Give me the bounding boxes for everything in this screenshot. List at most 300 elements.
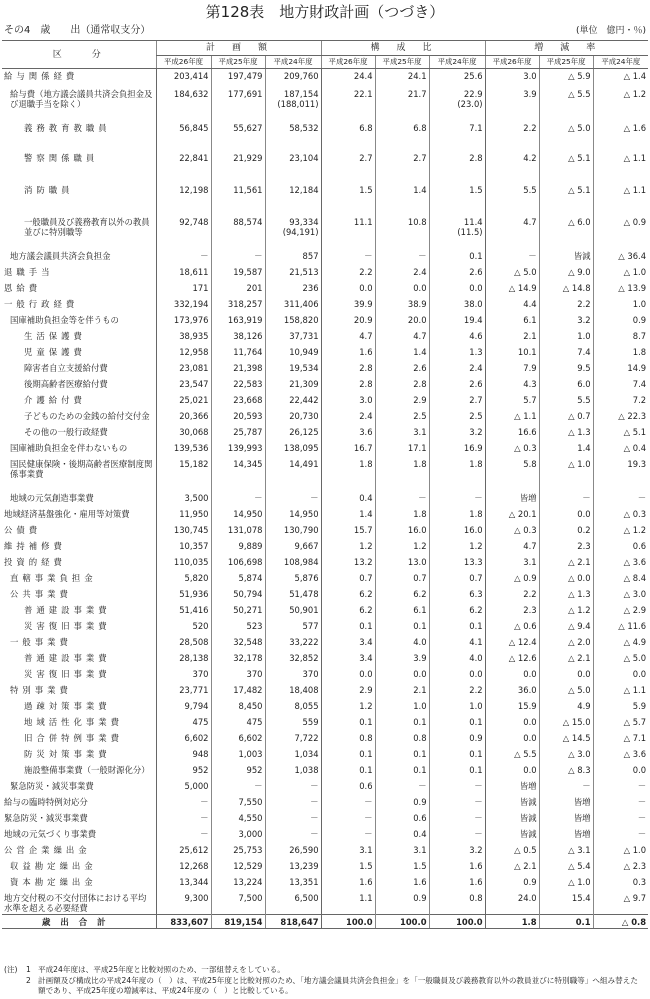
cell-main: △ 12.6 [508, 652, 537, 663]
cell-value [375, 715, 429, 731]
cell-value [375, 215, 429, 249]
cell-value [156, 587, 211, 603]
cell-main: 4.6 [469, 330, 483, 341]
cell-main: 6,500 [294, 892, 319, 903]
cell-value [429, 875, 485, 891]
category-header: 区 分 [2, 41, 156, 69]
cell-value [539, 875, 593, 891]
cell-value [429, 457, 485, 491]
cell-value [485, 619, 539, 635]
cell-value [539, 827, 593, 843]
cell-main: 5,876 [294, 572, 319, 583]
cell-value [593, 747, 648, 763]
cell-value [485, 875, 539, 891]
cell-main: 8,055 [294, 700, 319, 711]
cell-value [375, 297, 429, 313]
cell-value [539, 747, 593, 763]
cell-main: 3.6 [359, 426, 373, 437]
cell-value [375, 393, 429, 409]
cell-value [429, 635, 485, 651]
cell-main: 25.6 [463, 71, 483, 81]
table-row [2, 345, 648, 361]
cell-value [321, 843, 375, 859]
cell-main: 3.4 [359, 636, 373, 647]
cell-main: 15.7 [353, 524, 373, 535]
cell-main: 3.1 [359, 844, 373, 855]
cell-main: △ 5.0 [514, 266, 537, 277]
cell-main: 5.8 [523, 458, 537, 469]
cell-value [156, 441, 211, 457]
cell-main: 0.9 [632, 314, 647, 325]
cell-main: 24.1 [407, 71, 427, 81]
cell-main: 20,593 [233, 410, 263, 421]
cell-value [593, 329, 648, 345]
cell-main: 9,794 [184, 700, 209, 711]
cell-main: 0.0 [469, 282, 483, 293]
cell-main: 158,820 [283, 314, 319, 325]
cell-main: 7.9 [523, 362, 537, 373]
cell-value [539, 523, 593, 539]
cell-main: 3.9 [523, 88, 537, 99]
cell-main: 10,357 [179, 540, 209, 551]
cell-main: 0.1 [413, 716, 427, 727]
cell-main: 4.0 [469, 652, 483, 663]
cell-value [211, 121, 265, 151]
cell-value [211, 377, 265, 393]
cell-value [321, 539, 375, 555]
cell-value [156, 843, 211, 859]
cell-main: 370 [302, 668, 319, 679]
cell-main: 1.6 [413, 876, 427, 887]
cell-main: 197,479 [227, 71, 263, 81]
cell-value [375, 69, 429, 87]
cell-value [265, 69, 321, 87]
cell-value [211, 409, 265, 425]
cell-main: 7,500 [238, 892, 263, 903]
cell-main: 1.3 [469, 346, 483, 357]
cell-value [265, 265, 321, 281]
cell-main: 0.1 [413, 620, 427, 631]
cell-main: 36.0 [517, 684, 537, 695]
cell-value [539, 859, 593, 875]
cell-main: 88,574 [233, 216, 263, 227]
table-row [2, 393, 648, 409]
row-label: 給与の臨時特例対応分 [4, 796, 88, 807]
cell-main: 26,590 [289, 844, 319, 855]
table-row [2, 69, 648, 87]
cell-main: 55,627 [233, 122, 263, 133]
cell-main: 6.2 [359, 588, 373, 599]
year-header: 平成26年度 [485, 56, 539, 69]
cell-value [211, 731, 265, 747]
cell-main: 12,958 [179, 346, 209, 357]
cell-value [265, 249, 321, 265]
cell-value [593, 507, 648, 523]
cell-value [321, 377, 375, 393]
cell-value [321, 731, 375, 747]
cell-value [211, 69, 265, 87]
cell-value [593, 441, 648, 457]
cell-main: 0.1 [469, 250, 483, 261]
cell-main: 0.0 [523, 668, 537, 679]
row-label: 公営企業繰出金 [4, 844, 91, 855]
cell-main: △ 0.4 [623, 442, 647, 453]
cell-main: 9,300 [184, 892, 209, 903]
cell-main: － [474, 812, 483, 823]
cell-value [539, 329, 593, 345]
cell-main: 6.2 [469, 604, 483, 615]
cell-value [539, 313, 593, 329]
cell-main: 1,034 [294, 748, 319, 759]
cell-main: 163,919 [227, 314, 263, 325]
cell-value [375, 249, 429, 265]
cell-value [593, 313, 648, 329]
cell-main: 0.0 [577, 508, 591, 519]
cell-value [265, 377, 321, 393]
cell-value [156, 539, 211, 555]
cell-value [485, 539, 539, 555]
cell-main: 3.1 [523, 556, 537, 567]
cell-main: 6,602 [184, 732, 209, 743]
cell-value [211, 699, 265, 715]
cell-main: 51,478 [289, 588, 319, 599]
cell-main: 1.5 [359, 184, 373, 195]
cell-main: 21,929 [233, 152, 263, 163]
cell-main: － [637, 492, 647, 503]
cell-main: 6.3 [469, 588, 483, 599]
cell-value [321, 345, 375, 361]
cell-value [539, 69, 593, 87]
row-label: 地域の元気創造事業費 [10, 492, 94, 503]
table-row [2, 571, 648, 587]
cell-main: 32,178 [233, 652, 263, 663]
row-label: 公債費 [4, 524, 42, 535]
cell-value [321, 915, 375, 929]
cell-main: － [364, 796, 373, 807]
cell-value [539, 843, 593, 859]
cell-main: 7,550 [238, 796, 263, 807]
cell-main: 50,901 [289, 604, 319, 615]
footnote-1 [4, 965, 644, 976]
cell-value [593, 763, 648, 779]
cell-main: 100.0 [456, 917, 483, 927]
cell-value [539, 811, 593, 827]
cell-main: 5.5 [577, 394, 591, 405]
cell-main: 520 [192, 620, 209, 631]
cell-main: 25,612 [179, 844, 209, 855]
cell-main: 12,184 [289, 184, 319, 195]
cell-main: 475 [192, 716, 209, 727]
row-label: 警察関係職員 [24, 152, 99, 163]
cell-value [265, 603, 321, 619]
cell-value [265, 555, 321, 571]
table-row [2, 683, 648, 699]
cell-main: 16.0 [463, 524, 483, 535]
cell-main: 2.6 [413, 362, 427, 373]
cell-main: △ 2.1 [568, 556, 591, 567]
cell-main: 106,698 [227, 556, 263, 567]
cell-main: 130,745 [173, 524, 209, 535]
cell-value [485, 891, 539, 915]
cell-value [211, 859, 265, 875]
cell-main: 952 [192, 764, 209, 775]
cell-main: 14.9 [627, 362, 647, 373]
cell-value [429, 555, 485, 571]
row-label: 一般職員及び義務教育以外の教員並びに特別職等 [24, 216, 150, 237]
cell-value [321, 121, 375, 151]
cell-value [321, 297, 375, 313]
cell-main: 0.0 [577, 668, 591, 679]
unit-label: (単位 億円・％) [575, 26, 646, 36]
cell-value [265, 651, 321, 667]
cell-value [321, 571, 375, 587]
cell-value [375, 507, 429, 523]
cell-value [539, 281, 593, 297]
table-row [2, 635, 648, 651]
cell-main: △ 3.0 [623, 588, 647, 599]
cell-value [429, 827, 485, 843]
cell-value [375, 587, 429, 603]
cell-main: 20,730 [289, 410, 319, 421]
table-row [2, 779, 648, 795]
cell-value [593, 409, 648, 425]
cell-main: △ 1.0 [623, 266, 647, 277]
cell-value [485, 457, 539, 491]
cell-value [429, 313, 485, 329]
cell-main: － [637, 828, 647, 839]
cell-main: 1.5 [359, 860, 373, 871]
cell-value [485, 183, 539, 215]
cell-main: 171 [192, 282, 209, 293]
cell-main: △ 5.1 [568, 152, 591, 163]
cell-value [429, 603, 485, 619]
cell-value [265, 587, 321, 603]
cell-main: 1.2 [469, 540, 483, 551]
cell-main: 17,482 [233, 684, 263, 695]
cell-main: 0.0 [523, 732, 537, 743]
cell-main: 2.5 [469, 410, 483, 421]
cell-main: △ 2.0 [568, 636, 591, 647]
cell-value [321, 779, 375, 795]
cell-main: 131,078 [227, 524, 263, 535]
cell-value [321, 69, 375, 87]
cell-main: 0.1 [359, 764, 373, 775]
cell-main: △ 12.4 [508, 636, 537, 647]
cell-value [593, 87, 648, 121]
cell-value [265, 731, 321, 747]
cell-value [211, 425, 265, 441]
cell-value [156, 619, 211, 635]
table-row [2, 811, 648, 827]
cell-value [211, 875, 265, 891]
cell-value [321, 795, 375, 811]
cell-main: △ 8.3 [568, 764, 591, 775]
cell-comparison: (11.5) [457, 226, 483, 237]
cell-value [485, 425, 539, 441]
year-header: 平成24年度 [265, 56, 321, 69]
cell-value [485, 811, 539, 827]
cell-main: 1.6 [469, 860, 483, 871]
cell-value [156, 635, 211, 651]
cell-main: 14,345 [233, 458, 263, 469]
cell-main: △ 7.1 [623, 732, 647, 743]
cell-value [429, 87, 485, 121]
cell-main: 13.2 [353, 556, 373, 567]
row-label: 施設整備事業費（一般財源化分） [24, 764, 150, 775]
cell-main: 3.0 [523, 71, 537, 81]
cell-main: － [418, 492, 427, 503]
cell-main: － [582, 492, 591, 503]
cell-main: △ 0.0 [568, 572, 591, 583]
cell-main: 0.4 [413, 828, 427, 839]
cell-main: 15.9 [517, 700, 537, 711]
cell-main: 1.2 [413, 540, 427, 551]
cell-value [211, 87, 265, 121]
cell-main: △ 15.0 [562, 716, 591, 727]
table-row [2, 539, 648, 555]
cell-value [265, 683, 321, 699]
cell-main: 1,038 [294, 764, 319, 775]
cell-value [539, 425, 593, 441]
cell-value [265, 779, 321, 795]
cell-main: △ 2.3 [623, 860, 647, 871]
cell-main: △ 2.1 [568, 652, 591, 663]
cell-main: 4.7 [523, 540, 537, 551]
cell-value [593, 811, 648, 827]
cell-value [211, 183, 265, 215]
cell-main: 0.1 [469, 620, 483, 631]
cell-main: △ 1.3 [568, 426, 591, 437]
cell-main: － [310, 780, 319, 791]
cell-value [539, 507, 593, 523]
cell-main: － [637, 812, 647, 823]
cell-main: 14,950 [289, 508, 319, 519]
cell-value [485, 377, 539, 393]
cell-value [321, 523, 375, 539]
cell-main: 19,534 [289, 362, 319, 373]
cell-main: 177,691 [227, 88, 263, 99]
cell-main: △ 5.1 [568, 184, 591, 195]
footnotes [4, 965, 644, 997]
cell-value [211, 651, 265, 667]
cell-value [375, 183, 429, 215]
cell-value [593, 891, 648, 915]
cell-main: 0.0 [469, 668, 483, 679]
cell-value [265, 183, 321, 215]
cell-value [211, 457, 265, 491]
cell-main: 50,271 [233, 604, 263, 615]
cell-main: △ 1.4 [623, 71, 647, 81]
cell-value [265, 763, 321, 779]
cell-value [593, 457, 648, 491]
cell-main: 4.4 [523, 298, 537, 309]
cell-value [593, 183, 648, 215]
table-row [2, 699, 648, 715]
cell-main: △ 1.2 [568, 604, 591, 615]
cell-main: 1.4 [577, 442, 591, 453]
cell-main: △ 1.1 [623, 184, 647, 195]
cell-main: － [254, 780, 263, 791]
cell-value [265, 121, 321, 151]
cell-value [429, 763, 485, 779]
cell-main: △ 1.0 [623, 844, 647, 855]
cell-main: 203,414 [173, 71, 209, 81]
row-label: 過疎対策事業費 [24, 700, 111, 711]
year-header: 平成25年度 [539, 56, 593, 69]
cell-value [265, 87, 321, 121]
cell-value [321, 329, 375, 345]
cell-value [539, 891, 593, 915]
cell-main: 11,764 [233, 346, 263, 357]
cell-value [375, 345, 429, 361]
cell-main: 21,513 [289, 266, 319, 277]
cell-value [539, 121, 593, 151]
cell-value [429, 915, 485, 929]
cell-value [156, 377, 211, 393]
row-label: 資本勘定繰出金 [10, 876, 97, 887]
cell-main: 5.5 [523, 184, 537, 195]
cell-value [375, 731, 429, 747]
cell-value [156, 859, 211, 875]
table-row [2, 183, 648, 215]
cell-value [593, 571, 648, 587]
cell-value [429, 683, 485, 699]
cell-value [156, 393, 211, 409]
cell-main: 1.0 [469, 700, 483, 711]
cell-value [321, 409, 375, 425]
cell-value [429, 409, 485, 425]
cell-value [485, 215, 539, 249]
cell-value [539, 731, 593, 747]
cell-main: 16.9 [463, 442, 483, 453]
cell-value [429, 361, 485, 377]
cell-value [429, 69, 485, 87]
cell-value [321, 425, 375, 441]
cell-value [321, 87, 375, 121]
cell-main: 475 [246, 716, 263, 727]
cell-main: 4.3 [523, 378, 537, 389]
cell-value [211, 281, 265, 297]
cell-main: － [254, 492, 263, 503]
cell-value [375, 827, 429, 843]
cell-value [156, 121, 211, 151]
cell-value [485, 843, 539, 859]
cell-value [539, 587, 593, 603]
cell-value [593, 297, 648, 313]
cell-main: △ 5.5 [514, 748, 537, 759]
cell-value [485, 281, 539, 297]
cell-value [321, 651, 375, 667]
cell-value [321, 265, 375, 281]
cell-main: 2.9 [413, 394, 427, 405]
cell-main: △ 1.2 [623, 524, 647, 535]
cell-main: 1.6 [469, 876, 483, 887]
table-row [2, 151, 648, 183]
cell-main: 0.1 [469, 748, 483, 759]
cell-main: 0.0 [359, 282, 373, 293]
cell-value [593, 69, 648, 87]
table-row [2, 603, 648, 619]
cell-main: △ 3.6 [623, 748, 647, 759]
year-header: 平成24年度 [593, 56, 648, 69]
cell-main: － [418, 250, 427, 261]
row-label: 緊急防災・減災事業費 [10, 780, 94, 791]
cell-main: △ 6.0 [568, 216, 591, 227]
row-label: 後期高齢者医療給付費 [24, 378, 108, 389]
cell-value [211, 811, 265, 827]
cell-value [265, 747, 321, 763]
cell-main: △ 1.0 [568, 458, 591, 469]
